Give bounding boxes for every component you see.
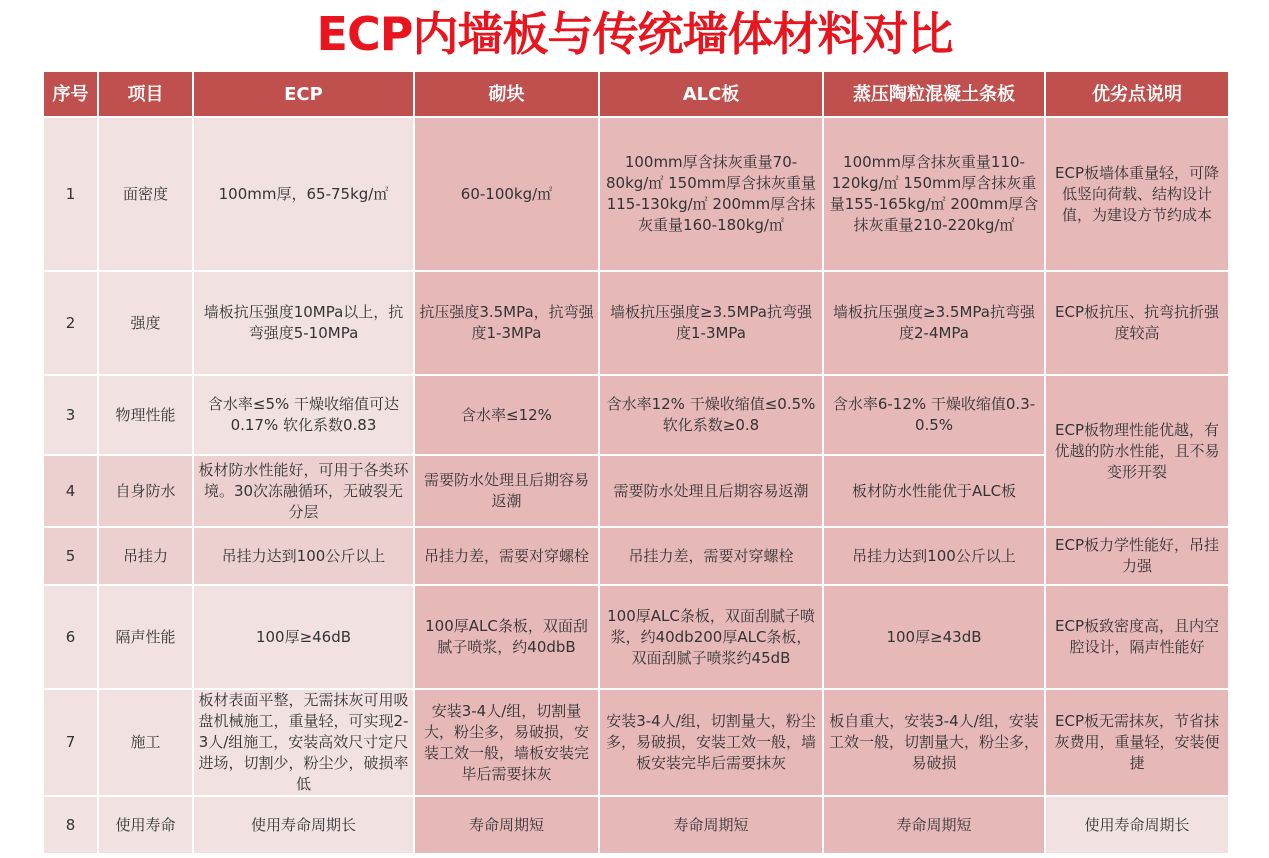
cell-ecp: 墙板抗压强度10MPa以上，抗弯强度5-10MPa (193, 271, 414, 375)
table-row (43, 585, 1229, 689)
table-row (43, 117, 1229, 271)
cell-no: 3 (43, 375, 98, 455)
cell-no: 2 (43, 271, 98, 375)
header-cell-block: 砌块 (414, 71, 599, 117)
cell-ecp: 板材表面平整，无需抹灰可用吸盘机械施工，重量轻，可实现2-3人/组施工，安装高效尺寸定尺进场，切割少，粉尘少，破损率低 (193, 689, 414, 796)
cell-alc: 100mm厚含抹灰重量70-80kg/㎡ 150mm厚含抹灰重量115-130kg/㎡ 200mm厚含抹灰重量160-180kg/㎡ (599, 117, 823, 271)
cell-no: 7 (43, 689, 98, 796)
comparison-table (42, 70, 1230, 855)
cell-block: 安装3-4人/组，切割量大，粉尘多，易破损，安装工效一般，墙板安装完毕后需要抹灰 (414, 689, 599, 796)
cell-ecp: 含水率≤5% 干燥收缩值可达0.17% 软化系数0.83 (193, 375, 414, 455)
cell-ceramsite: 100厚≥43dB (823, 585, 1045, 689)
header-cell-no: 序号 (43, 71, 98, 117)
cell-no: 1 (43, 117, 98, 271)
cell-alc: 吊挂力差，需要对穿螺栓 (599, 527, 823, 585)
cell-item: 自身防水 (98, 455, 193, 527)
cell-block: 含水率≤12% (414, 375, 599, 455)
cell-ecp: 吊挂力达到100公斤以上 (193, 527, 414, 585)
cell-item: 隔声性能 (98, 585, 193, 689)
cell-note: ECP板墙体重量轻，可降低竖向荷载、结构设计值，为建设方节约成本 (1045, 117, 1229, 271)
table-row (43, 796, 1229, 854)
cell-ceramsite: 寿命周期短 (823, 796, 1045, 854)
cell-note: ECP板物理性能优越，有优越的防水性能，且不易变形开裂 (1045, 375, 1229, 527)
cell-ceramsite: 板自重大，安装3-4人/组，安装工效一般，切割量大，粉尘多，易破损 (823, 689, 1045, 796)
cell-alc: 含水率12% 干燥收缩值≤0.5% 软化系数≥0.8 (599, 375, 823, 455)
cell-block: 60-100kg/㎡ (414, 117, 599, 271)
cell-no: 8 (43, 796, 98, 854)
cell-block: 需要防水处理且后期容易返潮 (414, 455, 599, 527)
cell-alc: 需要防水处理且后期容易返潮 (599, 455, 823, 527)
cell-item: 面密度 (98, 117, 193, 271)
cell-ecp: 使用寿命周期长 (193, 796, 414, 854)
cell-ceramsite: 100mm厚含抹灰重量110-120kg/㎡ 150mm厚含抹灰重量155-165kg/㎡ 200mm厚含抹灰重量210-220kg/㎡ (823, 117, 1045, 271)
cell-block: 吊挂力差，需要对穿螺栓 (414, 527, 599, 585)
cell-note: ECP板抗压、抗弯抗折强度较高 (1045, 271, 1229, 375)
cell-alc: 100厚ALC条板，双面刮腻子喷浆，约40db200厚ALC条板，双面刮腻子喷浆约45dB (599, 585, 823, 689)
cell-alc: 寿命周期短 (599, 796, 823, 854)
cell-ceramsite: 墙板抗压强度≥3.5MPa抗弯强度2-4MPa (823, 271, 1045, 375)
cell-ceramsite: 板材防水性能优于ALC板 (823, 455, 1045, 527)
cell-note: ECP板无需抹灰，节省抹灰费用，重量轻，安装便捷 (1045, 689, 1229, 796)
cell-block: 抗压强度3.5MPa，抗弯强度1-3MPa (414, 271, 599, 375)
cell-ecp: 100mm厚，65-75kg/㎡ (193, 117, 414, 271)
header-cell-ecp: ECP (193, 71, 414, 117)
cell-block: 100厚ALC条板，双面刮腻子喷浆，约40dbB (414, 585, 599, 689)
cell-item: 强度 (98, 271, 193, 375)
cell-no: 4 (43, 455, 98, 527)
cell-no: 6 (43, 585, 98, 689)
cell-ceramsite: 吊挂力达到100公斤以上 (823, 527, 1045, 585)
page-title: ECP内墙板与传统墙体材料对比 (316, 7, 953, 61)
cell-item: 物理性能 (98, 375, 193, 455)
header-cell-alc: ALC板 (599, 71, 823, 117)
cell-item: 吊挂力 (98, 527, 193, 585)
table-row (43, 527, 1229, 585)
cell-item: 施工 (98, 689, 193, 796)
cell-alc: 墙板抗压强度≥3.5MPa抗弯强度1-3MPa (599, 271, 823, 375)
table-row (43, 375, 1229, 455)
cell-item: 使用寿命 (98, 796, 193, 854)
cell-note: 使用寿命周期长 (1045, 796, 1229, 854)
table-row (43, 689, 1229, 796)
cell-no: 5 (43, 527, 98, 585)
header-row (43, 71, 1229, 117)
header-cell-item: 项目 (98, 71, 193, 117)
cell-block: 寿命周期短 (414, 796, 599, 854)
cell-note: ECP板致密度高，且内空腔设计，隔声性能好 (1045, 585, 1229, 689)
cell-ecp: 板材防水性能好，可用于各类环境。30次冻融循环，无破裂无分层 (193, 455, 414, 527)
header-cell-note: 优劣点说明 (1045, 71, 1229, 117)
cell-ecp: 100厚≥46dB (193, 585, 414, 689)
cell-alc: 安装3-4人/组，切割量大，粉尘多，易破损，安装工效一般，墙板安装完毕后需要抹灰 (599, 689, 823, 796)
header-cell-ceramsite: 蒸压陶粒混凝土条板 (823, 71, 1045, 117)
cell-ceramsite: 含水率6-12% 干燥收缩值0.3-0.5% (823, 375, 1045, 455)
cell-note: ECP板力学性能好，吊挂力强 (1045, 527, 1229, 585)
table-row (43, 271, 1229, 375)
